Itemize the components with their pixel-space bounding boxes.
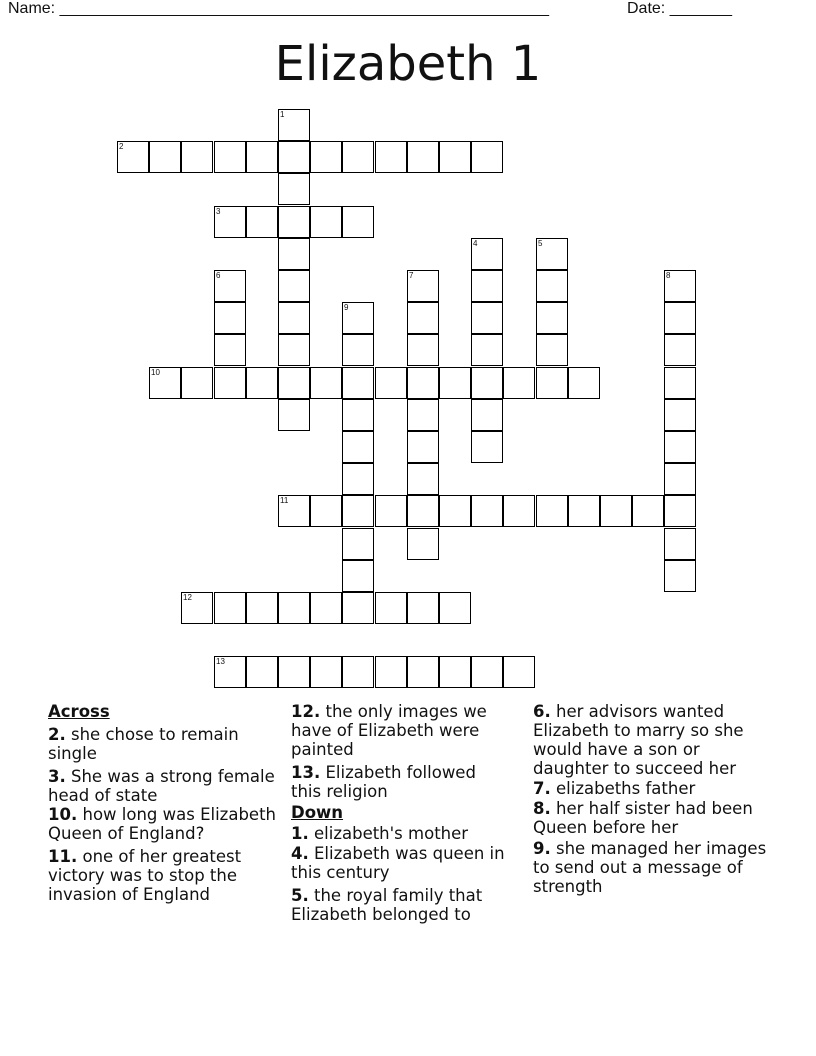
grid-cell[interactable] bbox=[342, 334, 374, 366]
grid-cell[interactable] bbox=[632, 495, 664, 527]
cell-number: 5 bbox=[538, 239, 543, 248]
grid-cell[interactable] bbox=[407, 334, 439, 366]
clue-text: her half sister had been Queen before her bbox=[533, 799, 753, 837]
grid-cell[interactable] bbox=[664, 495, 696, 527]
clue-down-8 bbox=[533, 799, 769, 837]
grid-cell[interactable] bbox=[536, 495, 568, 527]
clue-text: the royal family that Elizabeth belonged to bbox=[291, 886, 483, 924]
grid-cell[interactable] bbox=[439, 592, 471, 624]
grid-cell[interactable] bbox=[278, 206, 310, 238]
clues-column-2 bbox=[291, 702, 511, 928]
clue-number: 6. bbox=[533, 702, 551, 721]
clue-text: Elizabeth followed this religion bbox=[291, 763, 476, 801]
clue-number: 11. bbox=[48, 847, 78, 866]
clue-across-2 bbox=[48, 725, 284, 763]
clue-down-5 bbox=[291, 886, 511, 924]
grid-cell[interactable] bbox=[214, 206, 246, 238]
grid-cell[interactable] bbox=[278, 270, 310, 302]
grid-cell[interactable] bbox=[246, 656, 278, 688]
grid-cell[interactable] bbox=[342, 463, 374, 495]
grid-cell[interactable] bbox=[246, 367, 278, 399]
grid-cell[interactable] bbox=[536, 270, 568, 302]
clue-number: 2. bbox=[48, 725, 66, 744]
grid-cell[interactable] bbox=[439, 141, 471, 173]
grid-cell[interactable] bbox=[214, 592, 246, 624]
grid-cell[interactable] bbox=[342, 206, 374, 238]
clue-text: her advisors wanted Elizabeth to marry so she would have a son or daughter to succeed her bbox=[533, 702, 744, 778]
clue-across-10 bbox=[48, 805, 284, 843]
grid-cell[interactable] bbox=[375, 592, 407, 624]
clue-down-4 bbox=[291, 844, 511, 882]
grid-cell[interactable] bbox=[407, 495, 439, 527]
grid-cell[interactable] bbox=[278, 367, 310, 399]
clue-text: elizabeth's mother bbox=[314, 824, 469, 843]
grid-cell[interactable] bbox=[214, 367, 246, 399]
grid-cell[interactable] bbox=[342, 528, 374, 560]
cell-number: 2 bbox=[119, 142, 124, 151]
grid-cell[interactable] bbox=[342, 141, 374, 173]
grid-cell[interactable] bbox=[278, 173, 310, 205]
cell-number: 13 bbox=[216, 657, 225, 666]
grid-cell[interactable] bbox=[278, 399, 310, 431]
grid-cell[interactable] bbox=[664, 270, 696, 302]
clue-number: 3. bbox=[48, 767, 66, 786]
down-heading: Down bbox=[291, 803, 344, 822]
grid-cell[interactable] bbox=[214, 302, 246, 334]
grid-cell[interactable] bbox=[503, 367, 535, 399]
clue-text: she chose to remain single bbox=[48, 725, 239, 763]
grid-cell[interactable] bbox=[117, 141, 149, 173]
cell-number: 10 bbox=[151, 368, 160, 377]
grid-cell[interactable] bbox=[600, 495, 632, 527]
grid-cell[interactable] bbox=[342, 367, 374, 399]
grid-cell[interactable] bbox=[568, 367, 600, 399]
grid-cell[interactable] bbox=[407, 141, 439, 173]
clue-number: 8. bbox=[533, 799, 551, 818]
grid-cell[interactable] bbox=[407, 302, 439, 334]
clue-across-11 bbox=[48, 847, 284, 904]
clue-text: one of her greatest victory was to stop the invasion of England bbox=[48, 847, 242, 904]
grid-cell[interactable] bbox=[503, 495, 535, 527]
grid-cell[interactable] bbox=[664, 367, 696, 399]
cell-number: 11 bbox=[280, 496, 289, 505]
grid-cell[interactable] bbox=[278, 302, 310, 334]
grid-cell[interactable] bbox=[278, 592, 310, 624]
grid-cell[interactable] bbox=[439, 656, 471, 688]
clue-number: 1. bbox=[291, 824, 309, 843]
grid-cell[interactable] bbox=[471, 141, 503, 173]
clue-text: elizabeths father bbox=[556, 779, 696, 798]
grid-cell[interactable] bbox=[407, 270, 439, 302]
date-field[interactable]: Date: _______ bbox=[627, 0, 732, 17]
clue-text: she managed her images to send out a message of strength bbox=[533, 839, 767, 896]
grid-cell[interactable] bbox=[342, 656, 374, 688]
clue-number: 10. bbox=[48, 805, 78, 824]
grid-cell[interactable] bbox=[214, 656, 246, 688]
name-field[interactable]: Name: _______________________________________________________ bbox=[8, 0, 549, 17]
cell-number: 7 bbox=[409, 271, 414, 280]
clue-across-13 bbox=[291, 763, 511, 801]
grid-cell[interactable] bbox=[503, 656, 535, 688]
grid-cell[interactable] bbox=[407, 592, 439, 624]
grid-cell[interactable] bbox=[246, 141, 278, 173]
clue-number: 13. bbox=[291, 763, 321, 782]
cell-number: 3 bbox=[216, 207, 221, 216]
grid-cell[interactable] bbox=[407, 431, 439, 463]
clue-text: Elizabeth was queen in this century bbox=[291, 844, 505, 882]
grid-cell[interactable] bbox=[310, 656, 342, 688]
grid-cell[interactable] bbox=[246, 592, 278, 624]
grid-cell[interactable] bbox=[375, 656, 407, 688]
grid-cell[interactable] bbox=[375, 495, 407, 527]
grid-cell[interactable] bbox=[471, 238, 503, 270]
grid-cell[interactable] bbox=[278, 495, 310, 527]
grid-cell[interactable] bbox=[278, 334, 310, 366]
grid-cell[interactable] bbox=[214, 270, 246, 302]
grid-cell[interactable] bbox=[536, 334, 568, 366]
grid-cell[interactable] bbox=[664, 399, 696, 431]
grid-cell[interactable] bbox=[181, 367, 213, 399]
grid-cell[interactable] bbox=[471, 367, 503, 399]
grid-cell[interactable] bbox=[342, 495, 374, 527]
grid-cell[interactable] bbox=[278, 141, 310, 173]
grid-cell[interactable] bbox=[536, 238, 568, 270]
grid-cell[interactable] bbox=[407, 656, 439, 688]
grid-cell[interactable] bbox=[439, 495, 471, 527]
grid-cell[interactable] bbox=[536, 302, 568, 334]
clue-down-7 bbox=[533, 779, 769, 798]
grid-cell[interactable] bbox=[278, 656, 310, 688]
clue-text: She was a strong female head of state bbox=[48, 767, 275, 805]
grid-cell[interactable] bbox=[246, 206, 278, 238]
grid-cell[interactable] bbox=[471, 431, 503, 463]
grid-cell[interactable] bbox=[664, 334, 696, 366]
grid-cell[interactable] bbox=[278, 109, 310, 141]
grid-cell[interactable] bbox=[471, 495, 503, 527]
cell-number: 6 bbox=[216, 271, 221, 280]
clue-down-6 bbox=[533, 702, 769, 778]
across-heading: Across bbox=[48, 702, 110, 721]
grid-cell[interactable] bbox=[439, 367, 471, 399]
grid-cell[interactable] bbox=[471, 270, 503, 302]
grid-cell[interactable] bbox=[342, 560, 374, 592]
cell-number: 9 bbox=[344, 303, 349, 312]
grid-cell[interactable] bbox=[471, 334, 503, 366]
grid-cell[interactable] bbox=[342, 431, 374, 463]
clue-text: how long was Elizabeth Queen of England? bbox=[48, 805, 276, 843]
grid-cell[interactable] bbox=[181, 141, 213, 173]
grid-cell[interactable] bbox=[278, 238, 310, 270]
grid-cell[interactable] bbox=[664, 302, 696, 334]
clue-number: 12. bbox=[291, 702, 321, 721]
grid-cell[interactable] bbox=[407, 528, 439, 560]
grid-cell[interactable] bbox=[342, 592, 374, 624]
grid-cell[interactable] bbox=[375, 367, 407, 399]
grid-cell[interactable] bbox=[407, 399, 439, 431]
grid-cell[interactable] bbox=[310, 495, 342, 527]
clue-number: 9. bbox=[533, 839, 551, 858]
clue-across-3 bbox=[48, 767, 284, 805]
clue-down-1 bbox=[291, 824, 511, 843]
grid-cell[interactable] bbox=[664, 528, 696, 560]
cell-number: 1 bbox=[280, 110, 285, 119]
grid-cell[interactable] bbox=[536, 367, 568, 399]
clue-number: 7. bbox=[533, 779, 551, 798]
grid-cell[interactable] bbox=[407, 463, 439, 495]
grid-cell[interactable] bbox=[471, 656, 503, 688]
clue-text: the only images we have of Elizabeth were painted bbox=[291, 702, 487, 759]
grid-cell[interactable] bbox=[471, 399, 503, 431]
cell-number: 8 bbox=[666, 271, 671, 280]
grid-cell[interactable] bbox=[310, 367, 342, 399]
grid-cell[interactable] bbox=[375, 141, 407, 173]
grid-cell[interactable] bbox=[664, 431, 696, 463]
grid-cell[interactable] bbox=[342, 302, 374, 334]
grid-cell[interactable] bbox=[407, 367, 439, 399]
grid-cell[interactable] bbox=[310, 206, 342, 238]
grid-cell[interactable] bbox=[568, 495, 600, 527]
page-title: Elizabeth 1 bbox=[274, 36, 542, 92]
grid-cell[interactable] bbox=[181, 592, 213, 624]
grid-cell[interactable] bbox=[664, 463, 696, 495]
grid-cell[interactable] bbox=[214, 334, 246, 366]
grid-cell[interactable] bbox=[342, 399, 374, 431]
clue-number: 5. bbox=[291, 886, 309, 905]
grid-cell[interactable] bbox=[471, 302, 503, 334]
clues-column-3 bbox=[533, 702, 769, 900]
grid-cell[interactable] bbox=[214, 141, 246, 173]
clues-column-1 bbox=[48, 702, 284, 908]
grid-cell[interactable] bbox=[310, 592, 342, 624]
grid-cell[interactable] bbox=[664, 560, 696, 592]
grid-cell[interactable] bbox=[149, 367, 181, 399]
clue-number: 4. bbox=[291, 844, 309, 863]
cell-number: 12 bbox=[183, 593, 192, 602]
grid-cell[interactable] bbox=[149, 141, 181, 173]
cell-number: 4 bbox=[473, 239, 478, 248]
clue-across-12 bbox=[291, 702, 511, 759]
grid-cell[interactable] bbox=[310, 141, 342, 173]
clue-down-9 bbox=[533, 839, 769, 896]
